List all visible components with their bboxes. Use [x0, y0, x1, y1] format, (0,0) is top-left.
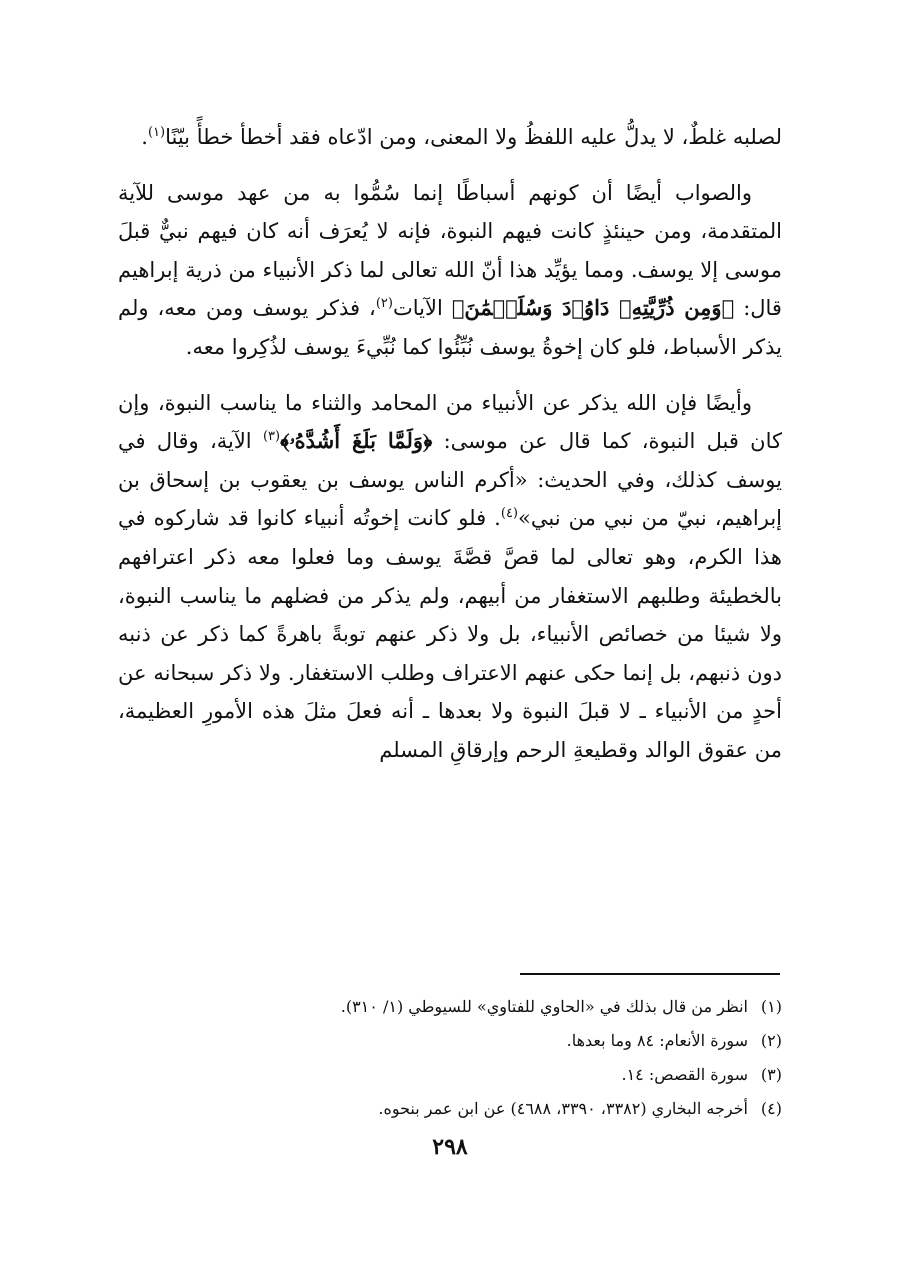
quran-verse-2: ﴿وَلَمَّا بَلَغَ أَشُدَّهُۥ﴾ [280, 428, 433, 454]
footnote-number: (٣) [760, 1065, 782, 1084]
footnote-ref-1[interactable]: (١) [147, 125, 166, 140]
paragraph-2-text-c: ، فذكر يوسف ومن معه، ولم يذكر الأسباط، فلو كان إخوةُ يوسف نُبِّئُوا كما نُبِّيءَ يوسف لذُكِروا معه. [118, 296, 782, 359]
paragraph-3-text-a: وأيضًا فإن الله يذكر عن الأنبياء من المحامد والثناء ما يناسب النبوة، وإن كان قبل النبوة، كما قال عن موسى: [118, 390, 782, 454]
paragraph-1 [118, 118, 782, 157]
footnote-ref-3[interactable]: (٣) [262, 429, 281, 445]
footnote-1 [118, 990, 782, 1024]
paragraph-2-text-a: والصواب أيضًا أن كونهم أسباطًا إنما سُمُّوا به من عهد موسى للآية المتقدمة، ومن حينئذٍ كانت فيهم النبوة، فإنه لا يُعرَف أنه كان فيهم نبيٌّ قبلَ موسى إلا يوسف. ومما يؤيِّد هذا أنّ الله تعالى لما ذكر الأنبياء من ذرية إبراهيم قال: [118, 180, 782, 321]
footnote-text: أخرجه البخاري (٣٣٨٢، ٣٣٩٠، ٤٦٨٨) عن ابن عمر بنحوه. [378, 1099, 748, 1118]
page-number: ٢٩٨ [432, 1134, 468, 1160]
paragraph-1-text: لصلبه غلطٌ، لا يدلُّ عليه اللفظُ ولا المعنى، ومن ادّعاه فقد أخطأ خطأً بيّنًا [165, 125, 782, 149]
footnote-text: سورة الأنعام: ٨٤ وما بعدها. [566, 1031, 748, 1050]
main-text [118, 118, 782, 787]
footnote-number: (٢) [760, 1031, 782, 1050]
footnote-2 [118, 1024, 782, 1058]
paragraph-3-text-c: . فلو كانت إخوتُه أنبياء كانوا قد شاركوه في هذا الكرم، وهو تعالى لما قصَّ قصَّةَ يوسف وما فعلوا معه ذكر اعترافهم بالخطيئة وطلبهم الاستغفار من أبيهم، ولم يذكر من فضلهم ما يناسب النبوة، ولا شيئا من خصائص الأنبياء، بل ولا ذكر عنهم توبةً باهرةً كما ذكر عن ذنبه دون ذنبهم، بل إنما حكى عنهم الاعتراف وطلب الاستغفار. ولا ذكر سبحانه عن أحدٍ من الأنبياء ـ لا قبلَ النبوة ولا بعدها ـ أنه فعلَ مثلَ هذه الأمورِ العظيمة، من عقوق الوالد وقطيعةِ الرحم وإرقاقِ المسلم [118, 506, 782, 762]
footnote-number: (٤) [760, 1099, 782, 1118]
footnote-ref-2[interactable]: (٢) [375, 296, 393, 312]
footnote-divider [520, 973, 780, 975]
footnote-text: سورة القصص: ١٤. [621, 1065, 748, 1084]
footnote-3 [118, 1058, 782, 1092]
quran-verse-1: ﴿وَمِن ذُرِّيَّتِهِۦ دَاوُۥدَ وَسُلَيۡمَٰنَ﴾ [451, 295, 735, 321]
paragraph-2-text-b: الآيات [392, 296, 443, 321]
footnote-4 [118, 1092, 782, 1126]
paragraph-1-end: . [141, 125, 148, 149]
paragraph-3-text-b: الآية، وقال في يوسف كذلك، وفي الحديث: «أكرم الناس يوسف بن يعقوب بن إسحاق بن إبراهيم، نبيّ من نبي من نبي» [118, 429, 782, 531]
footnotes [118, 990, 782, 1126]
footnote-text: انظر من قال بذلك في «الحاوي للفتاوي» للسيوطي (١/ ٣١٠). [340, 997, 748, 1016]
paragraph-2 [118, 174, 782, 367]
paragraph-3 [118, 384, 782, 770]
footnote-number: (١) [760, 997, 782, 1016]
footnote-ref-4[interactable]: (٤) [500, 506, 518, 522]
